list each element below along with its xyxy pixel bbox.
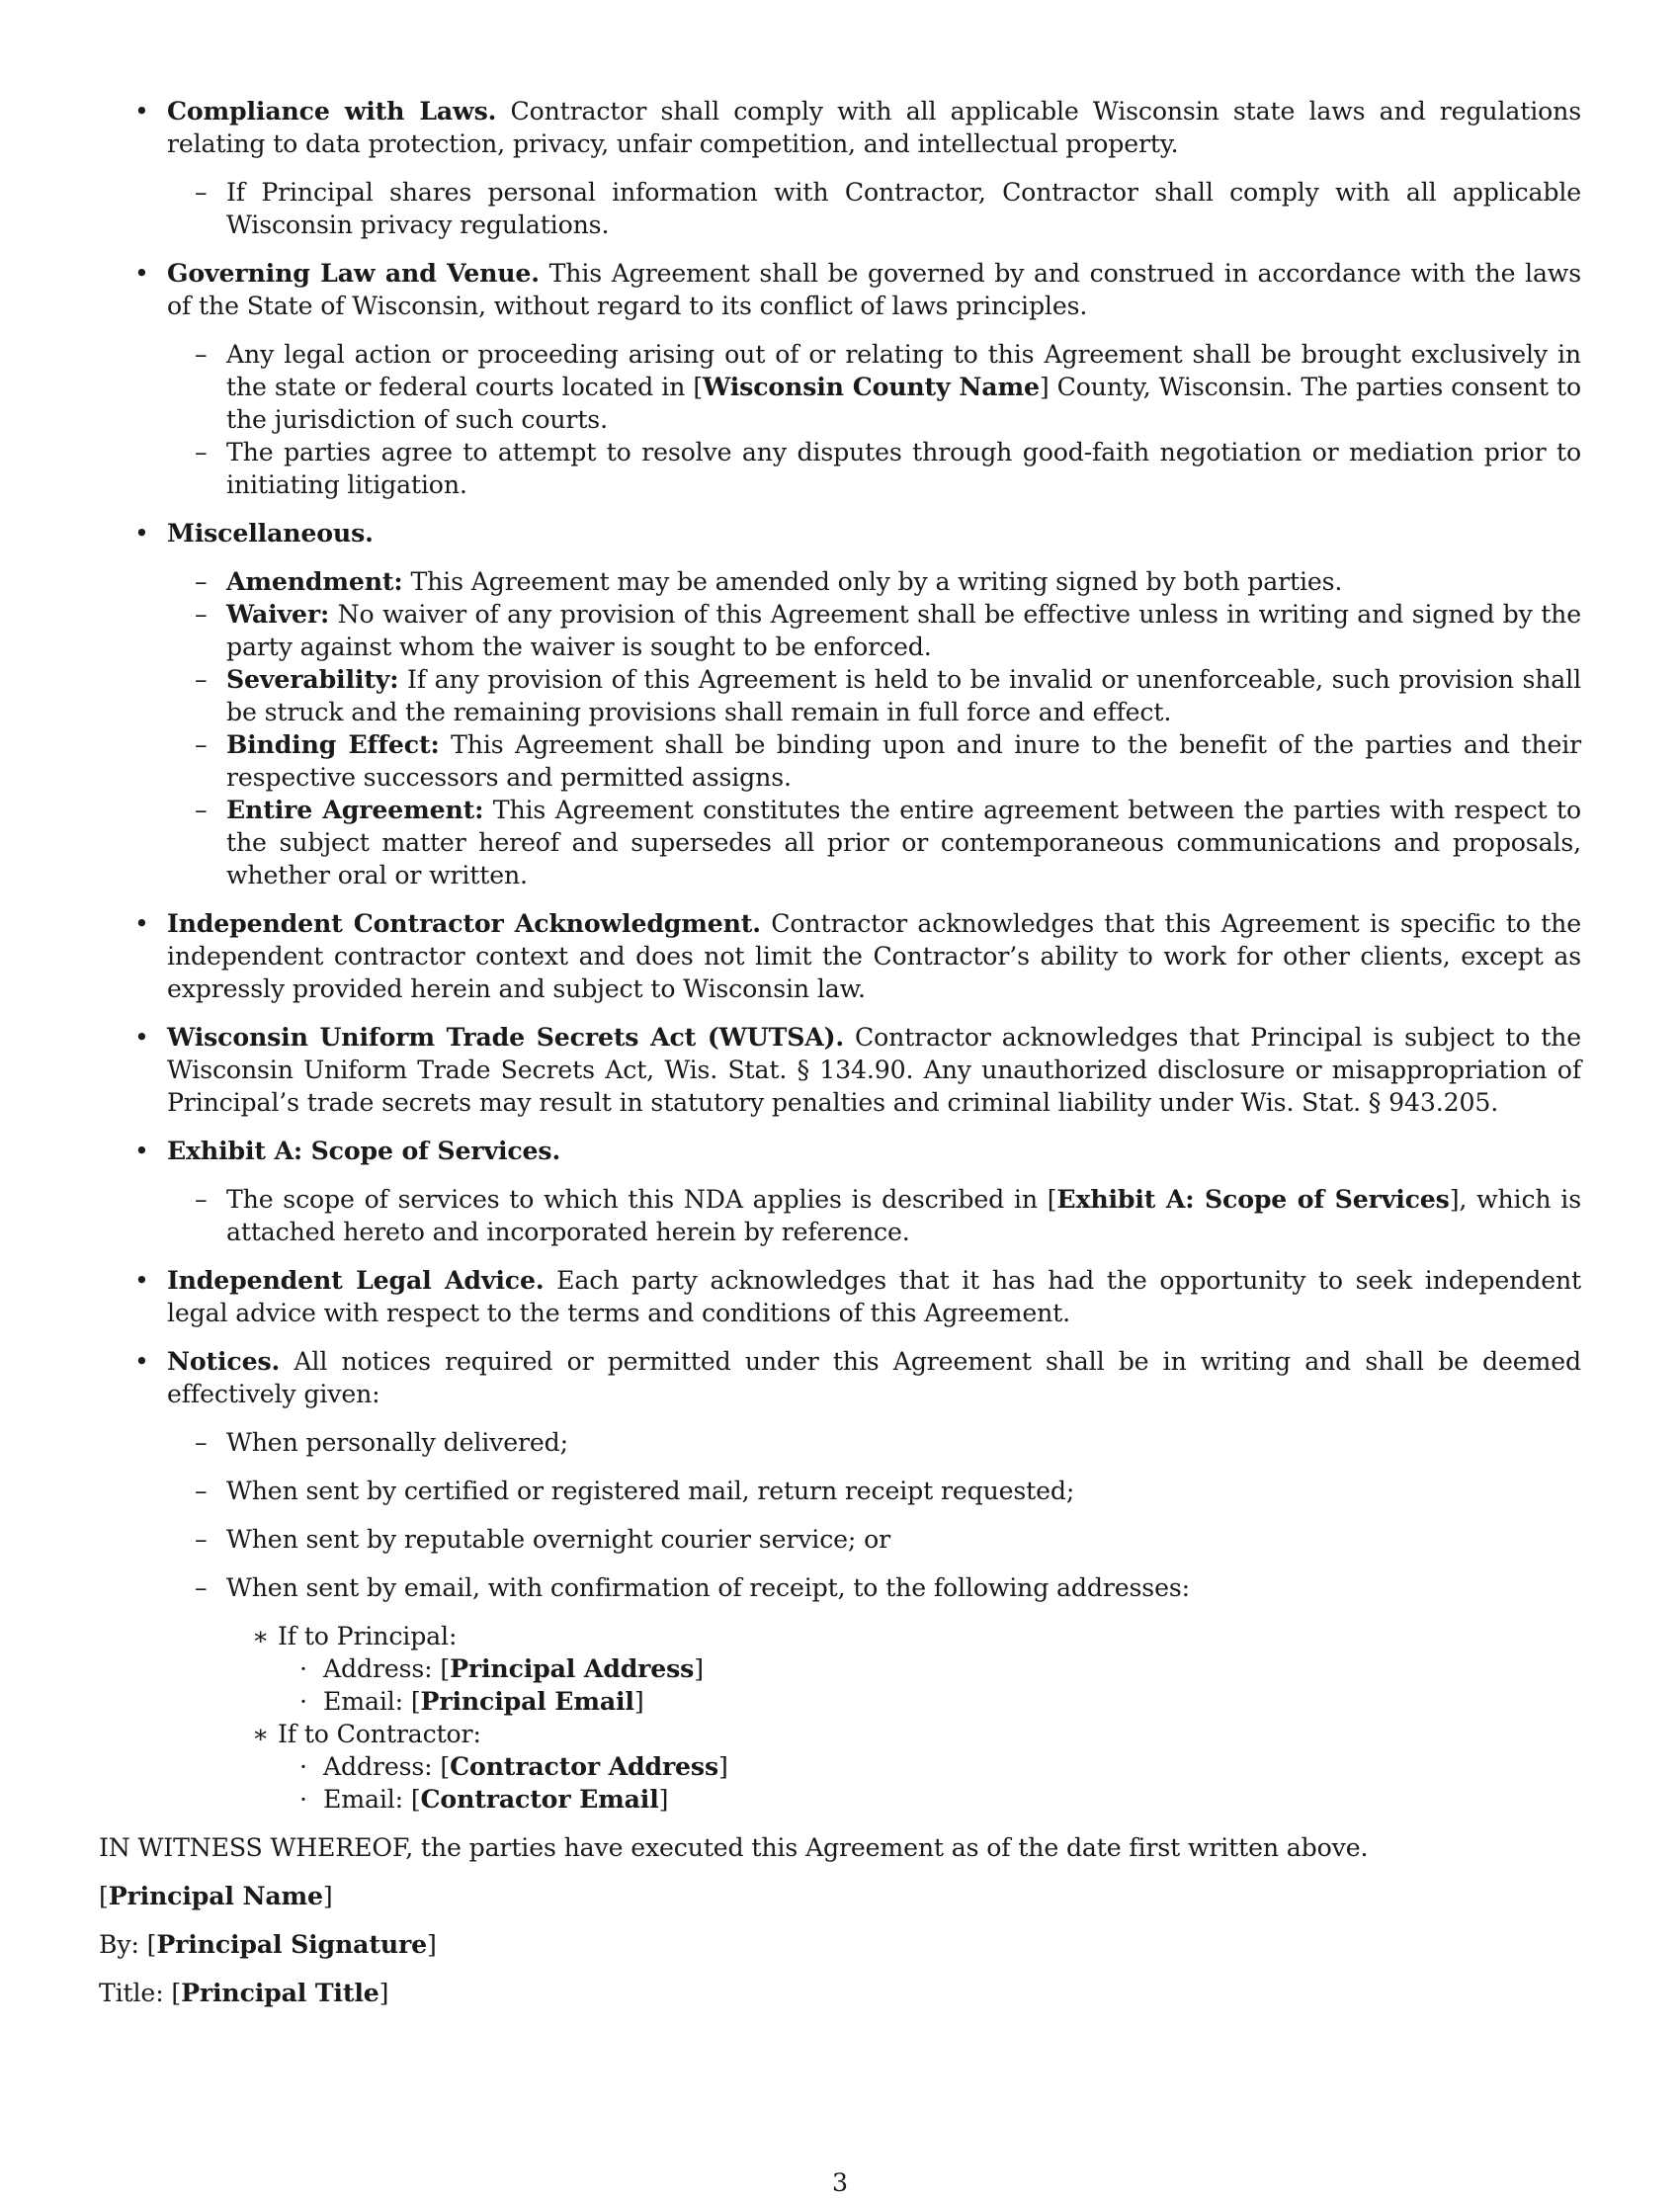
bracket-close: ]: [658, 1785, 669, 1814]
bracket-close: ]: [427, 1930, 437, 1959]
dash-icon: –: [195, 730, 208, 759]
clause-text: All notices required or permitted under this Agreement shall be in writing and shall be deemed effectively given:: [167, 1347, 1581, 1408]
principal-title-placeholder: Principal Title: [181, 1978, 379, 2007]
subclause-mediation: [167, 436, 1581, 501]
subclause-venue: [167, 338, 1581, 436]
clause-notices: [99, 1345, 1581, 1816]
misc-text: This Agreement shall be binding upon and inure to the benefit of the parties and their respective successors and permitted assigns.: [226, 730, 1581, 792]
misc-label: Entire Agreement:: [226, 795, 484, 824]
recipient-label: If to Principal:: [278, 1622, 458, 1650]
bracket-close: ]: [694, 1654, 704, 1683]
dot-icon: ·: [299, 1785, 307, 1814]
misc-text: This Agreement may be amended only by a writing signed by both parties.: [410, 567, 1343, 596]
misc-text: No waiver of any provision of this Agreement shall be effective unless in writing and signed by the party against whom the waiver is sought to be enforced.: [226, 600, 1582, 661]
subclause-list: [167, 1183, 1581, 1248]
notice-methods-list: [167, 1426, 1581, 1816]
county-placeholder: Wisconsin County Name: [703, 372, 1040, 401]
clause-title: Governing Law and Venue.: [167, 258, 540, 288]
signature-title-line: [99, 1977, 1581, 2009]
dot-icon: ·: [299, 1687, 307, 1716]
clause-text: Contractor acknowledges that this Agreement is specific to the independent contractor context and does not limit the Contractor’s ability to work for other clients, except as expressly provided herein and subject to Wisconsin law.: [167, 909, 1581, 1003]
email-label: Email:: [323, 1785, 403, 1814]
email-label: Email:: [323, 1687, 403, 1716]
notice-method-text: When sent by certified or registered mail, return receipt requested;: [226, 1477, 1075, 1505]
clause-text: Each party acknowledges that it has had the opportunity to seek independent legal advice with respect to the terms and conditions of this Agreement.: [167, 1266, 1582, 1327]
notice-method-text: When sent by reputable overnight courier service; or: [226, 1525, 891, 1554]
bracket-close: ]: [718, 1752, 728, 1781]
subclause-text: The parties agree to attempt to resolve any disputes through good-faith negotiation or mediation prior to initiating litigation.: [226, 438, 1581, 499]
dash-icon: –: [195, 438, 208, 466]
bracket-open: [: [99, 1882, 109, 1910]
misc-label: Binding Effect:: [226, 729, 440, 759]
subclause-item: [167, 176, 1581, 241]
contractor-email-placeholder: Contractor Email: [420, 1784, 659, 1814]
bullet-icon: •: [134, 1137, 149, 1165]
misc-binding-effect: [167, 728, 1581, 794]
misc-label: Waiver:: [226, 599, 330, 629]
clause-title: Notices.: [167, 1346, 281, 1376]
clause-title: Independent Legal Advice.: [167, 1265, 545, 1295]
clause-miscellaneous: [99, 517, 1581, 891]
principal-address-line: [278, 1652, 1581, 1685]
clause-title: Miscellaneous.: [167, 518, 374, 548]
principal-signature-placeholder: Principal Signature: [156, 1929, 427, 1959]
principal-email-placeholder: Principal Email: [420, 1686, 634, 1716]
dash-icon: –: [195, 1428, 208, 1457]
subclause-list: [167, 176, 1581, 241]
signature-by-line: [99, 1928, 1581, 1961]
venue-text-pre: Any legal action or proceeding arising out of or relating to this Agreement shall be brought exclusively in the state or federal courts located in [: [226, 340, 1581, 401]
misc-text: This Agreement constitutes the entire agreement between the parties with respect to the subject matter hereof and supersedes all prior or contemporaneous communications and proposals, whether oral or written.: [226, 796, 1582, 889]
misc-severability: [167, 663, 1581, 728]
clause-title: Wisconsin Uniform Trade Secrets Act (WUTSA).: [167, 1022, 845, 1052]
misc-label: Severability:: [226, 664, 399, 694]
principal-email-line: [278, 1685, 1581, 1718]
exhibit-text-pre: The scope of services to which this NDA applies is described in [: [226, 1185, 1057, 1214]
recipient-list: [226, 1620, 1581, 1816]
dash-icon: –: [195, 567, 208, 596]
misc-waiver: [167, 598, 1581, 663]
recipient-details: [278, 1652, 1581, 1718]
exhibit-placeholder: Exhibit A: Scope of Services: [1056, 1184, 1450, 1214]
misc-text: If any provision of this Agreement is held to be invalid or unenforceable, such provision shall be struck and the remaining provisions shall remain in full force and effect.: [226, 665, 1581, 726]
bullet-icon: •: [134, 909, 149, 938]
notice-method: [167, 1426, 1581, 1459]
clause-wutsa: [99, 1021, 1581, 1119]
bracket-close: ]: [633, 1687, 644, 1716]
principal-name-placeholder: Principal Name: [108, 1881, 323, 1910]
notice-method: [167, 1571, 1581, 1816]
recipient-contractor: [226, 1718, 1581, 1816]
bracket-open: [: [440, 1654, 451, 1683]
clause-title: Exhibit A: Scope of Services.: [167, 1136, 561, 1165]
dash-icon: –: [195, 665, 208, 694]
clause-governing-law: [99, 257, 1581, 501]
subclause-list: [167, 338, 1581, 501]
venue-text-post: ] County, Wisconsin. The parties consent to the jurisdiction of such courts.: [226, 373, 1581, 434]
title-label: Title:: [99, 1979, 164, 2007]
by-label: By:: [99, 1930, 139, 1959]
bracket-open: [: [171, 1979, 182, 2007]
clause-text: This Agreement shall be governed by and construed in accordance with the laws of the State of Wisconsin, without regard to its conflict of laws principles.: [167, 259, 1581, 320]
recipient-label: If to Contractor:: [278, 1720, 481, 1748]
bullet-icon: •: [134, 97, 149, 126]
dash-icon: –: [195, 1573, 208, 1602]
bullet-icon: •: [134, 1347, 149, 1376]
subclause-list: [167, 565, 1581, 891]
contractor-address-line: [278, 1750, 1581, 1783]
notice-method-text: When personally delivered;: [226, 1428, 568, 1457]
bracket-close: ]: [322, 1882, 333, 1910]
asterisk-icon: ∗: [252, 1720, 269, 1748]
document-page: [99, 95, 1582, 2197]
subclause-text: If Principal shares personal information with Contractor, Contractor shall comply with all applicable Wisconsin privacy regulations.: [226, 178, 1581, 239]
address-label: Address:: [323, 1654, 433, 1683]
dash-icon: –: [195, 340, 208, 369]
misc-label: Amendment:: [226, 566, 403, 596]
exhibit-text-post: ], which is attached hereto and incorporated herein by reference.: [226, 1185, 1581, 1246]
subclause-exhibit-scope: [167, 1183, 1581, 1248]
clause-text: Contractor acknowledges that Principal is subject to the Wisconsin Uniform Trade Secrets Act, Wis. Stat. § 134.90. Any unauthorized disclosure or misappropriation of Principal’s trade secrets may result in statutory penalties and criminal liability under Wis. Stat. § 943.205.: [167, 1023, 1581, 1117]
dot-icon: ·: [299, 1654, 307, 1683]
clause-text: Contractor shall comply with all applicable Wisconsin state laws and regulations relating to data protection, privacy, unfair competition, and intellectual property.: [167, 97, 1581, 158]
dash-icon: –: [195, 796, 208, 824]
document-body: [99, 95, 1581, 2025]
dash-icon: –: [195, 600, 208, 629]
bracket-open: [: [440, 1752, 451, 1781]
dash-icon: –: [195, 1185, 208, 1214]
dash-icon: –: [195, 1477, 208, 1505]
clause-title: Compliance with Laws.: [167, 96, 497, 126]
dot-icon: ·: [299, 1752, 307, 1781]
page-number: 3: [832, 2168, 848, 2197]
bullet-icon: •: [134, 259, 149, 288]
clause-exhibit-a: [99, 1135, 1581, 1248]
principal-address-placeholder: Principal Address: [450, 1653, 695, 1683]
clause-list: [99, 95, 1581, 1816]
bracket-open: [: [410, 1687, 421, 1716]
recipient-principal: [226, 1620, 1581, 1718]
contractor-email-line: [278, 1783, 1581, 1816]
recipient-details: [278, 1750, 1581, 1816]
signature-name-line: [99, 1880, 1581, 1912]
clause-independent-contractor: [99, 907, 1581, 1005]
bullet-icon: •: [134, 1266, 149, 1295]
notice-method-text: When sent by email, with confirmation of receipt, to the following addresses:: [226, 1573, 1190, 1602]
bullet-icon: •: [134, 519, 149, 548]
bullet-icon: •: [134, 1023, 149, 1052]
dash-icon: –: [195, 178, 208, 207]
dash-icon: –: [195, 1525, 208, 1554]
bracket-open: [: [410, 1785, 421, 1814]
clause-legal-advice: [99, 1264, 1581, 1329]
bracket-close: ]: [378, 1979, 389, 2007]
notice-method: [167, 1523, 1581, 1556]
notice-method: [167, 1475, 1581, 1507]
misc-entire-agreement: [167, 794, 1581, 891]
address-label: Address:: [323, 1752, 433, 1781]
clause-title: Independent Contractor Acknowledgment.: [167, 908, 761, 938]
witness-statement: IN WITNESS WHEREOF, the parties have executed this Agreement as of the date first written above.: [99, 1833, 1369, 1862]
contractor-address-placeholder: Contractor Address: [450, 1751, 718, 1781]
misc-amendment: [167, 565, 1581, 598]
bracket-open: [: [146, 1930, 157, 1959]
asterisk-icon: ∗: [252, 1622, 269, 1650]
clause-compliance: [99, 95, 1581, 241]
